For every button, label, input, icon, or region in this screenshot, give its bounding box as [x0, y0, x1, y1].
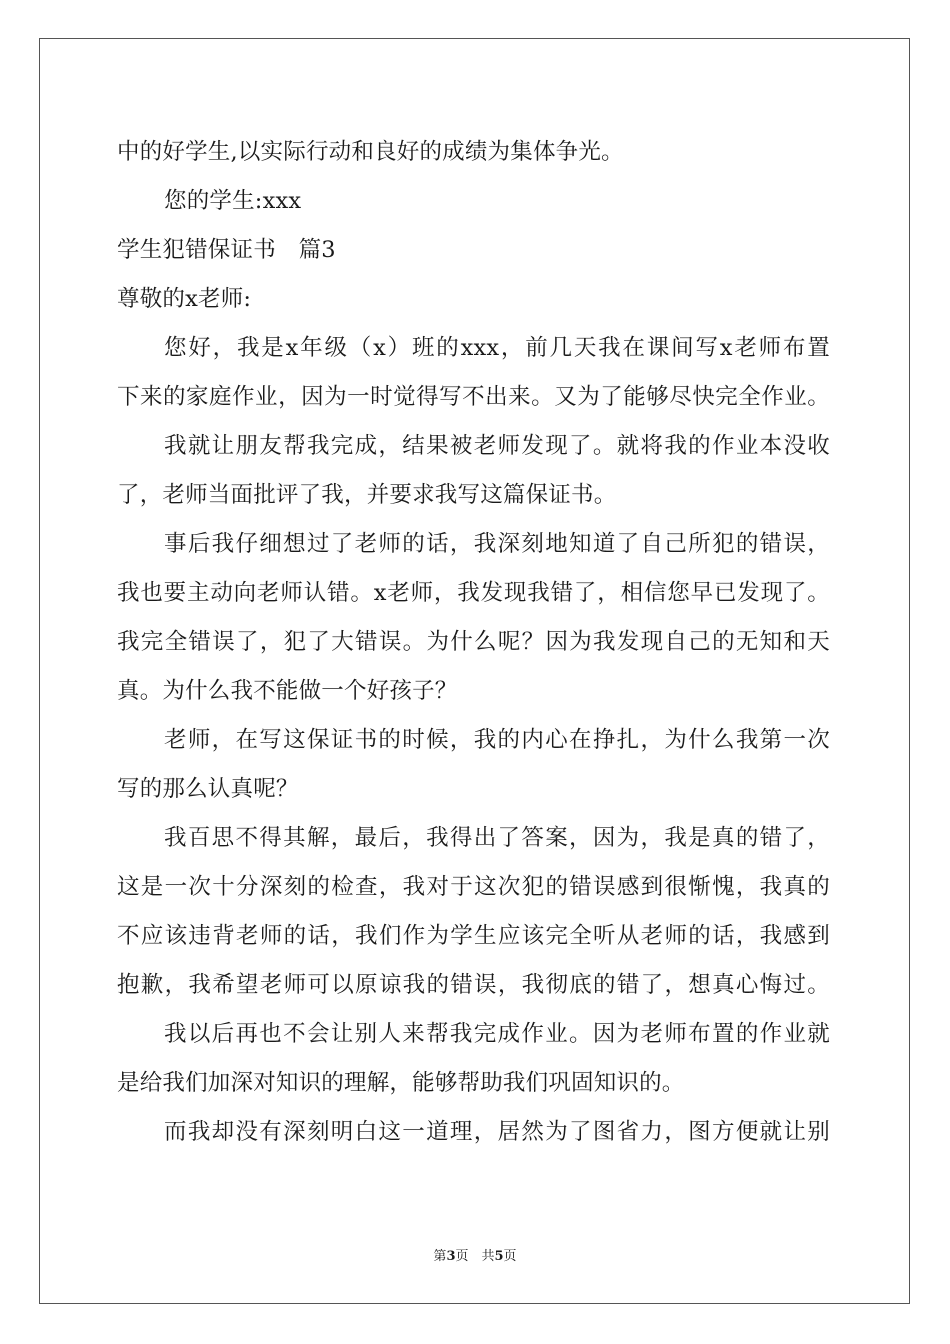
text-line: 不应该违背老师的话，我们作为学生应该完全听从老师的话，我感到	[117, 923, 830, 949]
text-line: 老师，在写这保证书的时候，我的内心在挣扎，为什么我第一次	[164, 727, 830, 753]
text-line: 真。为什么我不能做一个好孩子？	[117, 678, 458, 704]
footer-page-suffix: 页 共	[455, 1249, 495, 1264]
text-line: 中的好学生,以实际行动和良好的成绩为集体争光。	[117, 139, 624, 165]
text-line: 您的学生:xxx	[164, 188, 302, 214]
text-line: 下来的家庭作业，因为一时觉得写不出来。又为了能够尽快完全作业。	[117, 384, 830, 410]
text-line: 是给我们加深对知识的理解，能够帮助我们巩固知识的。	[117, 1070, 685, 1096]
text-line: 抱歉，我希望老师可以原谅我的错误，我彻底的错了，想真心悔过。	[117, 972, 830, 998]
text-line: 我就让朋友帮我完成，结果被老师发现了。就将我的作业本没收	[164, 433, 830, 459]
document-body	[117, 128, 837, 1157]
text-line: 您好，我是x年级（x）班的xxx，前几天我在课间写x老师布置	[164, 335, 830, 361]
text-line: 了，老师当面批评了我，并要求我写这篇保证书。	[117, 482, 617, 508]
text-line: 事后我仔细想过了老师的话，我深刻地知道了自己所犯的错误，	[164, 531, 830, 557]
text-line: 这是一次十分深刻的检查，我对于这次犯的错误感到很惭愧，我真的	[117, 874, 830, 900]
text-line: 我以后再也不会让别人来帮我完成作业。因为老师布置的作业就	[164, 1021, 830, 1047]
footer-total-pages: 5	[494, 1249, 504, 1264]
text-line: 尊敬的x老师:	[117, 286, 252, 312]
text-line: 我也要主动向老师认错。x老师，我发现我错了，相信您早已发现了。	[117, 580, 830, 606]
text-line: 我百思不得其解，最后，我得出了答案，因为，我是真的错了，	[164, 825, 830, 851]
text-line: 学生犯错保证书 篇3	[117, 237, 336, 263]
text-line: 写的那么认真呢？	[117, 776, 299, 802]
text-line: 我完全错误了，犯了大错误。为什么呢？因为我发现自己的无知和天	[117, 629, 830, 655]
page-footer	[0, 1245, 950, 1264]
footer-total-suffix: 页	[503, 1249, 517, 1264]
footer-prefix: 第	[433, 1249, 447, 1264]
footer-page-number: 3	[446, 1249, 456, 1264]
text-line: 而我却没有深刻明白这一道理，居然为了图省力，图方便就让别	[164, 1119, 830, 1145]
